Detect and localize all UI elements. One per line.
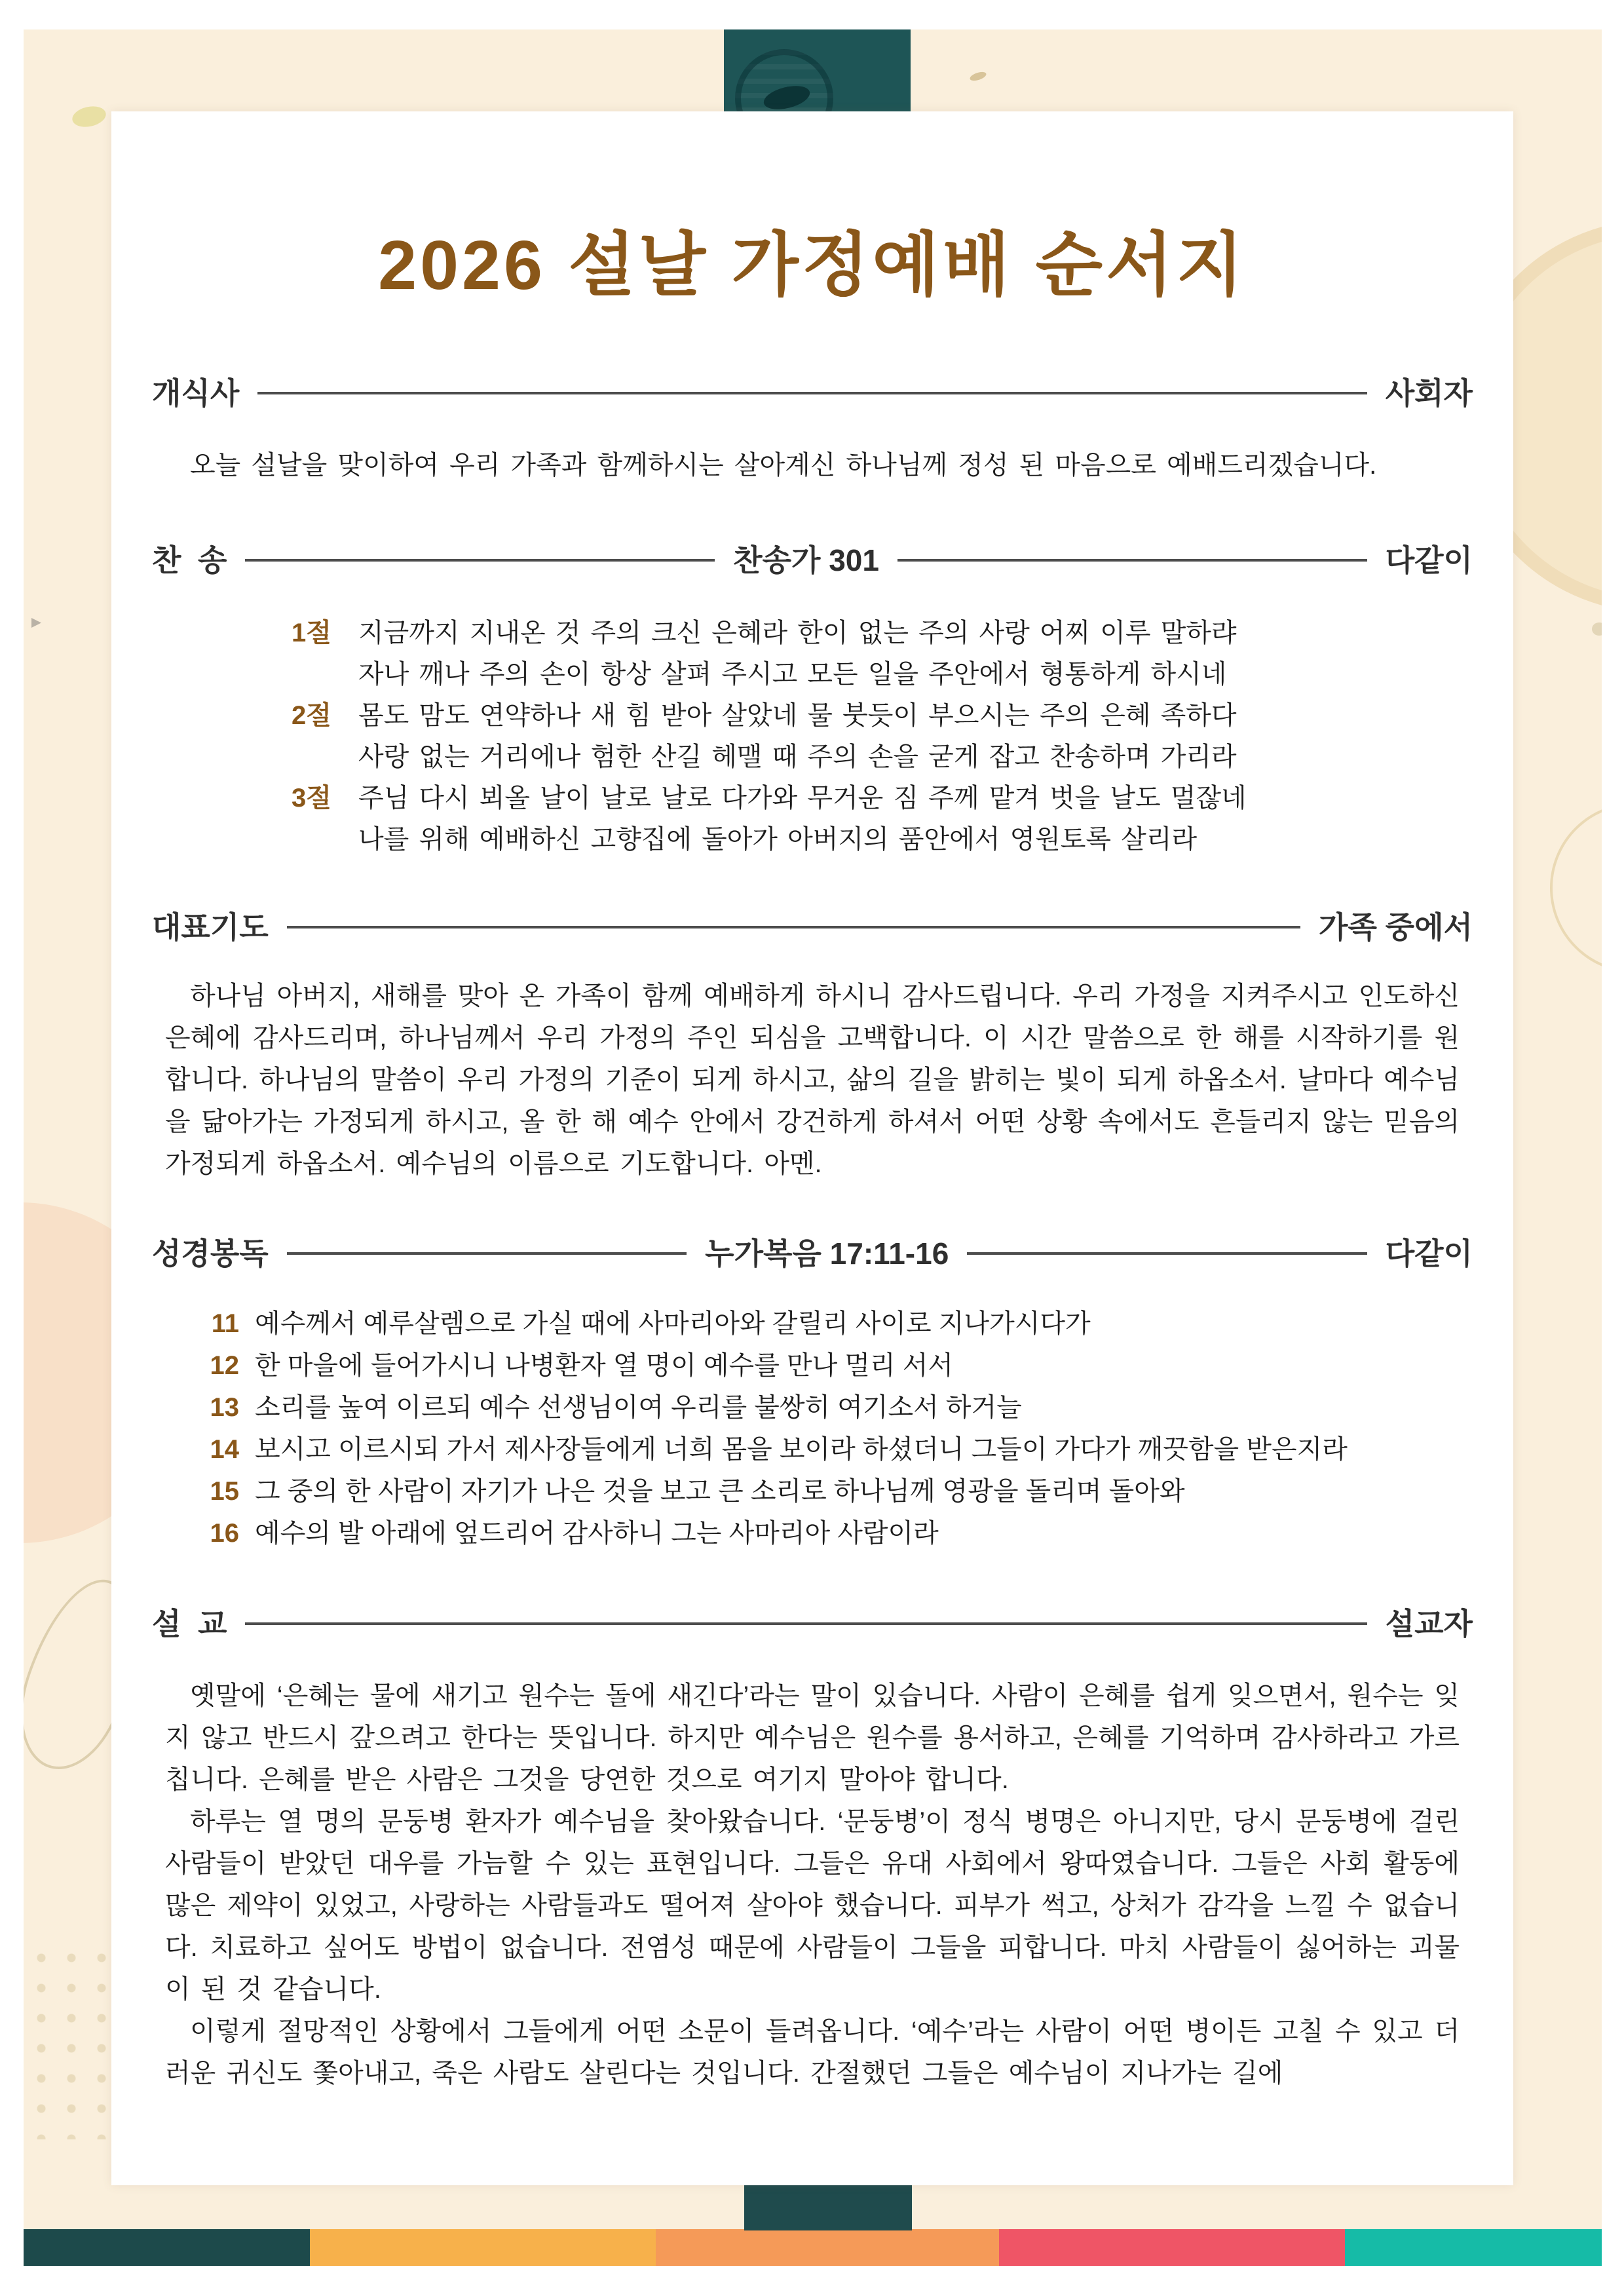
verse-line: 주님 다시 뵈올 날이 날로 날로 다가와 무거운 짐 주께 맡겨 벗을 날도 멀잖네 [358,784,1247,813]
scripture-verse-row [206,1512,1473,1554]
scripture-verse-text: 예수의 발 아래에 엎드리어 감사하니 그는 사마리아 사람이라 [255,1519,939,1548]
verse-line: 몸도 맘도 연약하나 새 힘 받아 살았네 물 붓듯이 부으시는 주의 은혜 족하다 [358,701,1237,730]
speck-decoration [969,70,987,82]
verse-number: 3절 [292,784,331,813]
section-rule [287,926,1300,928]
scripture-verse-row [206,1387,1473,1428]
verse-line: 자나 깨나 주의 손이 항상 살펴 주시고 모든 일을 주안에서 형통하게 하시네 [358,660,1227,689]
section-center-label: 찬송가 301 [733,543,879,577]
section-right-label: 다같이 [1385,543,1473,577]
section-header-sermon [152,1603,1473,1645]
hymn-verses [292,613,1473,860]
hymn-verse-row [292,778,1473,860]
scripture-verse-text: 그 중의 한 사람이 자기가 나은 것을 보고 큰 소리로 하나님께 영광을 돌리며 돌아와 [255,1477,1185,1506]
scripture-verse-number: 11 [211,1309,239,1338]
scripture-verse-text: 한 마을에 들어가시니 나병환자 열 명이 예수를 만나 멀리 서서 [255,1351,954,1380]
scripture-verse-number: 15 [210,1477,239,1506]
verse-lines [358,613,1237,695]
page-title: 2026 설날 가정예배 순서지 [378,227,1247,304]
bottom-stripe-bar [24,2229,1602,2266]
ring-decoration-right [1550,803,1602,973]
verse-line: 지금까지 지내온 것 주의 크신 은혜라 한이 없는 주의 사랑 어찌 이루 말하랴 [358,619,1237,647]
verse-line: 사랑 없는 거리에나 험한 산길 헤맬 때 주의 손을 굳게 잡고 찬송하며 가리라 [358,742,1237,771]
dots-decoration [26,1943,124,2139]
section-header-opening [152,372,1473,414]
sermon-paragraph: 옛말에 ‘은혜는 물에 새기고 원수는 돌에 새긴다’라는 말이 있습니다. 사람이 은혜를 쉽게 잊으면서, 원수는 잊지 않고 반드시 갚으려고 한다는 뜻입니다. 하지만 예수님은 원수를 용서하고, 은혜를 기억하며 감사하라고 가르칩니다. 은혜를 받은 사람은 그것을 당연한 것으로 여기지 말아야 합니다. [165,1681,1460,1794]
section-right-label: 가족 중에서 [1319,910,1473,944]
stripe-segment [656,2229,998,2266]
prayer-text: 하나님 아버지, 새해를 맞아 온 가족이 함께 예배하게 하시니 감사드립니다. 우리 가정을 지켜주시고 인도하신 은혜에 감사드리며, 하나님께서 우리 가정의 주인 되심을 고백합니다. 이 시간 말씀으로 한 해를 시작하기를 원합니다. 하나님의 말씀이 우리 가정의 기준이 되게 하시고, 삶의 길을 밝히는 빛이 되게 하옵소서. 날마다 예수님을 닮아가는 가정되게 하시고, 올 한 해 예수 안에서 강건하게 하셔서 어떤 상황 속에서도 흔들리지 않는 믿음의 가정되게 하옵소서. 예수님의 이름으로 기도합니다. 아멘. [165,982,1460,1178]
verse-number: 1절 [292,619,331,647]
scripture-verse-row [206,1345,1473,1387]
section-header-hymn [152,539,1473,581]
scripture-verse-number: 16 [210,1519,239,1548]
hymn-verse-row [292,613,1473,695]
section-rule [245,1622,1367,1625]
section-right-label: 설교자 [1385,1607,1473,1641]
stripe-segment [24,2229,310,2266]
stripe-segment [310,2229,656,2266]
section-rule [257,392,1367,394]
scripture-verse-text: 예수께서 예루살렘으로 가실 때에 사마리아와 갈릴리 사이로 지나가시다가 [255,1309,1091,1338]
stripe-segment [999,2229,1345,2266]
section-label: 찬 송 [152,543,227,577]
bulletin-card [111,111,1513,2185]
scripture-verse-number: 13 [210,1393,239,1422]
verse-lines [358,778,1247,860]
verse-lines [358,695,1237,778]
section-header-scripture [152,1233,1473,1274]
speck-decoration [70,104,107,130]
scripture-verse-row [206,1303,1473,1345]
scripture-verses [206,1303,1473,1554]
scripture-verse-row [206,1428,1473,1470]
section-label: 성경봉독 [152,1236,269,1271]
section-label: 설 교 [152,1607,227,1641]
section-right-label: 사회자 [1385,376,1473,410]
section-rule [287,1252,687,1255]
section-rule [245,559,715,562]
sermon-paragraph: 하루는 열 명의 문둥병 환자가 예수님을 찾아왔습니다. ‘문둥병’이 정식 병명은 아니지만, 당시 문둥병에 걸린 사람들이 받았던 대우를 가늠할 수 있는 표현입니다. 그들은 유대 사회에서 왕따였습니다. 그들은 사회 활동에 많은 제약이 있었고, 사랑하는 사람들과도 떨어져 살아야 했습니다. 피부가 썩고, 상처가 감각을 느낄 수 없습니다. 치료하고 싶어도 방법이 없습니다. 전염성 때문에 사람들이 그들을 피합니다. 마치 사람들이 싫어하는 괴물이 된 것 같습니다. [165,1807,1460,2004]
scripture-verse-text: 보시고 이르시되 가서 제사장들에게 너희 몸을 보이라 하셨더니 그들이 가다가 깨끗함을 받은지라 [255,1435,1348,1464]
scripture-verse-row [206,1470,1473,1512]
scripture-verse-number: 12 [210,1351,239,1380]
speck-decoration [1592,622,1602,636]
speck-decoration [31,618,41,628]
section-label: 개식사 [152,376,240,410]
stripe-segment [1345,2229,1602,2266]
verse-line: 나를 위해 예배하신 고향집에 돌아가 아버지의 품안에서 영원토록 살리라 [358,825,1198,854]
bookmark-ribbon-bottom [744,2182,912,2230]
section-rule [897,559,1367,562]
section-rule [967,1252,1367,1255]
sermon-body [152,1675,1473,2094]
section-center-label: 누가복음 17:11-16 [705,1236,949,1271]
opening-statement: 오늘 설날을 맞이하여 우리 가족과 함께하시는 살아계신 하나님께 정성 된 마음으로 예배드리겠습니다. [190,451,1377,480]
section-header-prayer [152,906,1473,948]
verse-number: 2절 [292,701,331,730]
scripture-verse-number: 14 [210,1435,239,1464]
sermon-paragraph: 이렇게 절망적인 상황에서 그들에게 어떤 소문이 들려옵니다. ‘예수’라는 사람이 어떤 병이든 고칠 수 있고 더러운 귀신도 쫓아내고, 죽은 사람도 살린다는 것입니다. 간절했던 그들은 예수님이 지나가는 길에 [165,2017,1460,2088]
section-label: 대표기도 [152,910,269,944]
scripture-verse-text: 소리를 높여 이르되 예수 선생님이여 우리를 불쌍히 여기소서 하거늘 [255,1393,1022,1422]
section-right-label: 다같이 [1385,1236,1473,1271]
hymn-verse-row [292,695,1473,778]
